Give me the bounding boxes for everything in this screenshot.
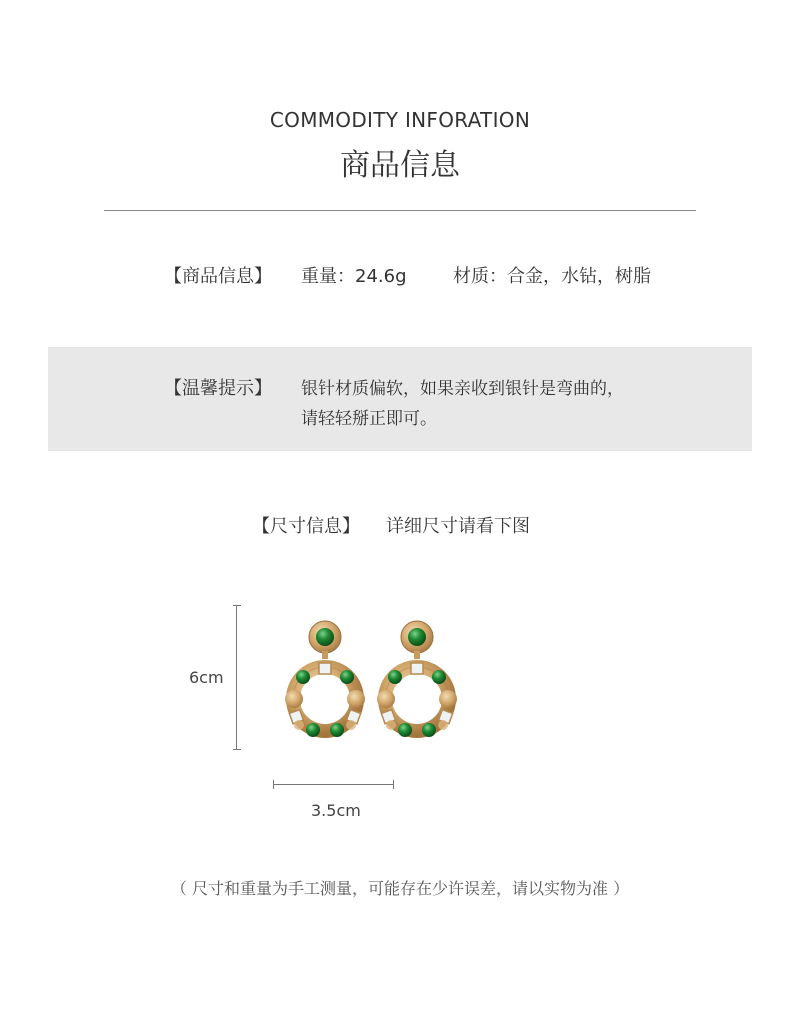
size-info-text: 详细尺寸请看下图 xyxy=(386,516,530,537)
width-dimension-label: 3.5cm xyxy=(311,801,361,820)
earrings-image xyxy=(270,612,470,747)
product-material: 材质：合金，水钻，树脂 xyxy=(453,266,651,287)
width-dimension-line xyxy=(273,784,394,785)
measurement-footnote: （ 尺寸和重量为手工测量，可能存在少许误差，请以实物为准 ） xyxy=(170,879,630,898)
height-dimension-line xyxy=(236,605,237,750)
tip-line-2: 请轻轻掰正即可。 xyxy=(301,409,437,429)
section-title-cn: 商品信息 xyxy=(340,148,460,183)
height-dimension-label: 6cm xyxy=(189,668,224,687)
section-title-en: COMMODITY INFORATION xyxy=(269,108,531,132)
product-weight: 重量：24.6g xyxy=(301,266,407,287)
width-dimension-cap-left xyxy=(273,780,274,789)
width-dimension-cap-right xyxy=(393,780,394,789)
tip-text xyxy=(301,374,624,434)
product-info-label: 【商品信息】 xyxy=(164,266,272,287)
size-info-label: 【尺寸信息】 xyxy=(252,516,360,537)
height-dimension-cap-bottom xyxy=(233,749,241,750)
title-divider xyxy=(104,210,696,211)
tip-label: 【温馨提示】 xyxy=(164,378,272,399)
height-dimension-cap-top xyxy=(233,605,241,606)
tip-line-1: 银针材质偏软，如果亲收到银针是弯曲的， xyxy=(301,379,624,399)
